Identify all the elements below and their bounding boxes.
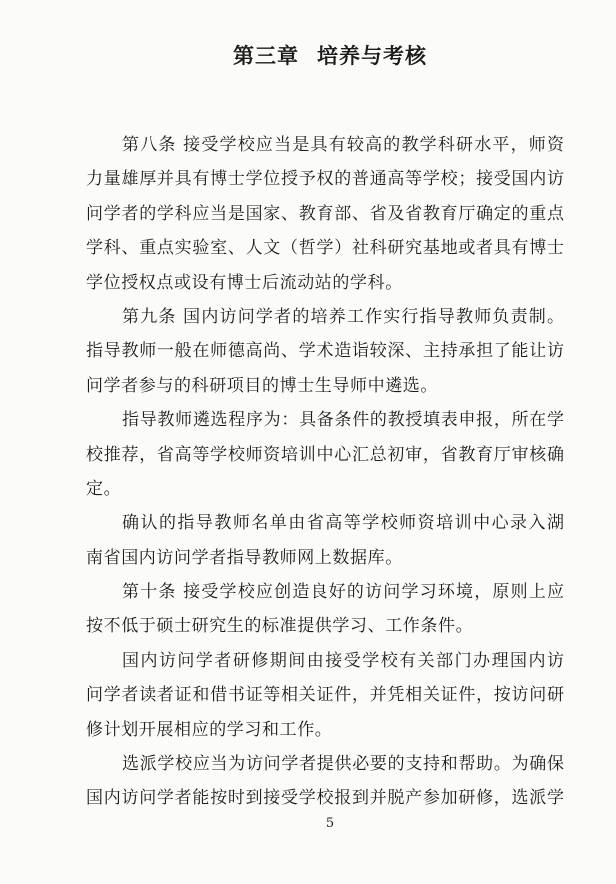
document-body: [86, 128, 564, 816]
chapter-heading: [0, 40, 616, 70]
paragraph: [86, 128, 564, 300]
text-line: 问学者参与的科研项目的博士生导师中遴选。: [86, 375, 438, 396]
text-line: 指导教师遴选程序为：具备条件的教授填表申报，所在学: [122, 410, 564, 431]
paragraph: [86, 644, 564, 747]
paragraph: [86, 747, 564, 816]
text-line: 问学者读者证和借书证等相关证件，并凭相关证件，按访问研: [86, 685, 564, 706]
paragraph: [86, 575, 564, 644]
text-line: 第八条 接受学校应当是具有较高的教学科研水平，师资: [122, 135, 564, 155]
text-line: 确认的指导教师名单由省高等学校师资培训中心录入湖: [122, 513, 564, 534]
page-number: 5: [325, 816, 335, 831]
text-line: 校推荐，省高等学校师资培训中心汇总初审，省教育厅审核确: [86, 444, 564, 465]
text-line: 指导教师一般在师德高尚、学术造诣较深、主持承担了能让访: [86, 341, 564, 362]
paragraph: [86, 403, 564, 506]
text-line: 南省国内访问学者指导教师网上数据库。: [86, 547, 403, 568]
paragraph: [86, 300, 564, 403]
text-line: 修计划开展相应的学习和工作。: [86, 719, 333, 740]
text-line: 选派学校应当为访问学者提供必要的支持和帮助。为确保: [122, 754, 564, 775]
text-line: 国内访问学者研修期间由接受学校有关部门办理国内访: [122, 650, 564, 671]
text-line: 力量雄厚并具有博士学位授予权的普通高等学校；接受国内访: [86, 169, 564, 190]
paragraph: [86, 506, 564, 575]
chapter-number: 第三章: [233, 43, 299, 68]
text-line: 定。: [86, 478, 122, 499]
text-line: 国内访问学者能按时到接受学校报到并脱产参加研修，选派学: [86, 788, 564, 809]
text-line: 学位授权点或设有博士后流动站的学科。: [86, 272, 403, 293]
text-line: 第十条 接受学校应创造良好的访问学习环境，原则上应: [122, 582, 564, 603]
text-line: 按不低于硕士研究生的标准提供学习、工作条件。: [86, 616, 474, 637]
text-line: 问学者的学科应当是国家、教育部、省及省教育厅确定的重点: [86, 203, 564, 224]
chapter-title: 培养与考核: [317, 43, 427, 68]
text-line: 学科、重点实验室、人文（哲学）社科研究基地或者具有博士: [86, 238, 564, 259]
text-line: 第九条 国内访问学者的培养工作实行指导教师负责制。: [122, 306, 564, 327]
